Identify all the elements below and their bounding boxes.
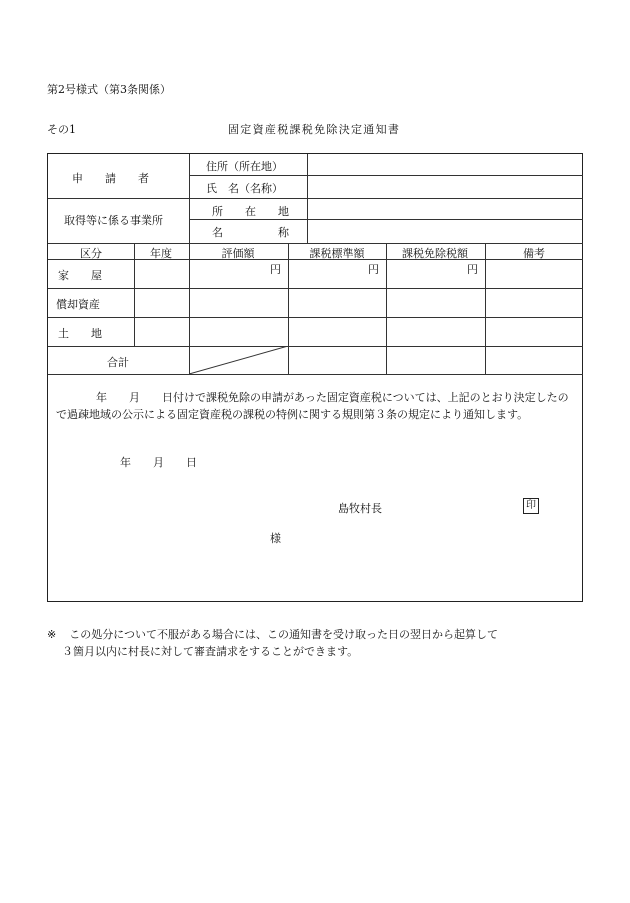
row-line <box>48 317 583 318</box>
header-category: 区分 <box>80 247 102 260</box>
footnote-text-1: この処分について不服がある場合には、この通知書を受け取った日の翌日から起算して <box>69 628 498 641</box>
notice-date: 年 月 日 <box>120 456 197 469</box>
footnote-line-1 <box>47 626 498 642</box>
yen-unit: 円 <box>368 263 379 276</box>
yen-unit: 円 <box>467 263 478 276</box>
notice-form <box>47 153 583 602</box>
form-part: その1 <box>47 123 76 136</box>
total-label: 合計 <box>107 356 129 369</box>
row-house: 家 屋 <box>58 269 102 282</box>
addressee-suffix: 様 <box>270 532 281 545</box>
notice-body: 年 月 日付けで課税免除の申請があった固定資産税については、上記のとおり決定したので過疎地域の公示による固定資産税の課税の特例に関する規則第３条の規定により通知します。 <box>56 391 569 421</box>
document-title: 固定資産税課税免除決定通知書 <box>228 123 401 136</box>
row-line <box>48 288 583 289</box>
row-line <box>48 346 583 347</box>
header-assessed-value: 評価額 <box>221 247 255 260</box>
location-label: 所 在 地 <box>212 205 289 218</box>
total-diagonal <box>189 346 289 375</box>
form-number: 第2号様式（第3条関係） <box>47 83 171 96</box>
seal-mark: 印 <box>523 498 539 514</box>
business-name-label: 名 称 <box>212 226 289 239</box>
row-line <box>48 374 583 375</box>
footnote-text-2: ３箇月以内に村長に対して審査請求をすることができます。 <box>62 645 359 658</box>
header-exempt-tax: 課税免除税額 <box>402 247 468 260</box>
row-line <box>189 219 583 220</box>
footnote-mark: ※ <box>47 628 57 641</box>
header-year: 年度 <box>150 247 172 260</box>
address-label: 住所（所在地） <box>206 160 283 173</box>
header-tax-base: 課税標準額 <box>309 247 365 260</box>
col-line <box>134 243 135 346</box>
applicant-label: 申 請 者 <box>72 172 149 185</box>
row-depreciable-assets: 償却資産 <box>56 298 100 311</box>
row-line <box>48 198 583 199</box>
business-label: 取得等に係る事業所 <box>64 214 163 227</box>
col-line <box>189 154 190 243</box>
col-line <box>485 243 486 374</box>
issuer: 島牧村長 <box>338 502 382 515</box>
row-line <box>189 175 583 176</box>
header-remarks: 備考 <box>523 247 545 260</box>
yen-unit: 円 <box>270 263 281 276</box>
applicant-name-label: 氏 名（名称） <box>206 182 283 195</box>
row-line <box>48 243 583 244</box>
row-land: 土 地 <box>58 327 102 340</box>
col-line <box>307 154 308 243</box>
col-line <box>386 243 387 374</box>
